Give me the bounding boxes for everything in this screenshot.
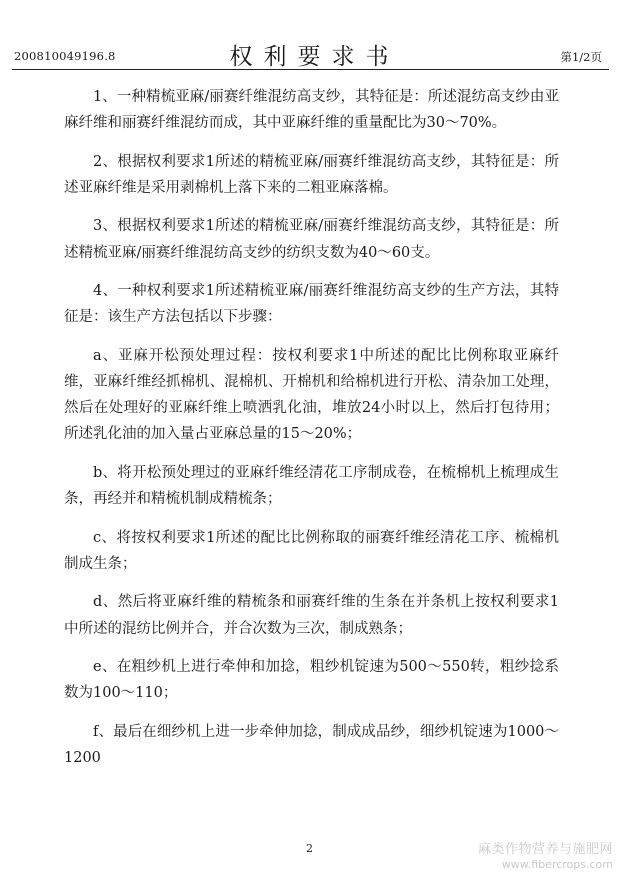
page-indicator: 第1/2页 [560, 50, 602, 64]
claim-4-step-a: a、亚麻开松预处理过程：按权利要求1中所述的配比比例称取亚麻纤维，亚麻纤维经抓棉机、混棉机、开棉机和给棉机进行开松、清杂加工处理，然后在处理好的亚麻纤维上喷洒乳化油，堆放24小时以上，然后打包待用；所述乳化油的加入量占亚麻总量的15～20%； [64, 347, 559, 443]
claim-4-step-c: c、将按权利要求1所述的配比比例称取的丽赛纤维经清花工序、梳棉机制成生条； [64, 529, 559, 572]
claim-4-step-e: e、在粗纱机上进行牵伸和加捻，粗纱机锭速为500～550转，粗纱捻系数为100～110； [64, 659, 559, 702]
claim-4: 4、一种权利要求1所述精梳亚麻/丽赛纤维混纺高支纱的生产方法，其特征是：该生产方法包括以下步骤： [64, 283, 559, 326]
claims-body [64, 84, 559, 783]
claim-4-step-b: b、将开松预处理过的亚麻纤维经清花工序制成卷，在梳棉机上梳理成生条，再经并和精梳机制成精梳条； [64, 464, 559, 508]
application-number: 200810049196.8 [14, 49, 116, 63]
watermark-site-name: 麻类作物营养与施肥网 [477, 842, 613, 858]
header-divider [12, 69, 609, 70]
watermark [478, 842, 613, 871]
claim-1: 1、一种精梳亚麻/丽赛纤维混纺高支纱，其特征是：所述混纺高支纱由亚麻纤维和丽赛纤维混纺而成，其中亚麻纤维的重量配比为30～70%。 [64, 89, 559, 132]
page-number: 2 [306, 842, 313, 855]
claim-4-step-d: d、然后将亚麻纤维的精梳条和丽赛纤维的生条在并条机上按权利要求1中所述的混纺比例并合，并合次数为三次，制成熟条； [64, 594, 559, 637]
claim-2: 2、根据权利要求1所述的精梳亚麻/丽赛纤维混纺高支纱，其特征是：所述亚麻纤维是采用剥棉机上落下来的二粗亚麻落棉。 [64, 153, 559, 196]
claim-3: 3、根据权利要求1所述的精梳亚麻/丽赛纤维混纺高支纱，其特征是：所述精梳亚麻/丽赛纤维混纺高支纱的纺织支数为40～60支。 [64, 218, 559, 261]
watermark-url: www.fibercrops.com [501, 857, 613, 871]
page-title: 权利要求书 [229, 44, 400, 70]
claim-4-step-f: f、最后在细纱机上进一步牵伸加捻，制成成品纱，细纱机锭速为1000～1200 [64, 723, 559, 766]
